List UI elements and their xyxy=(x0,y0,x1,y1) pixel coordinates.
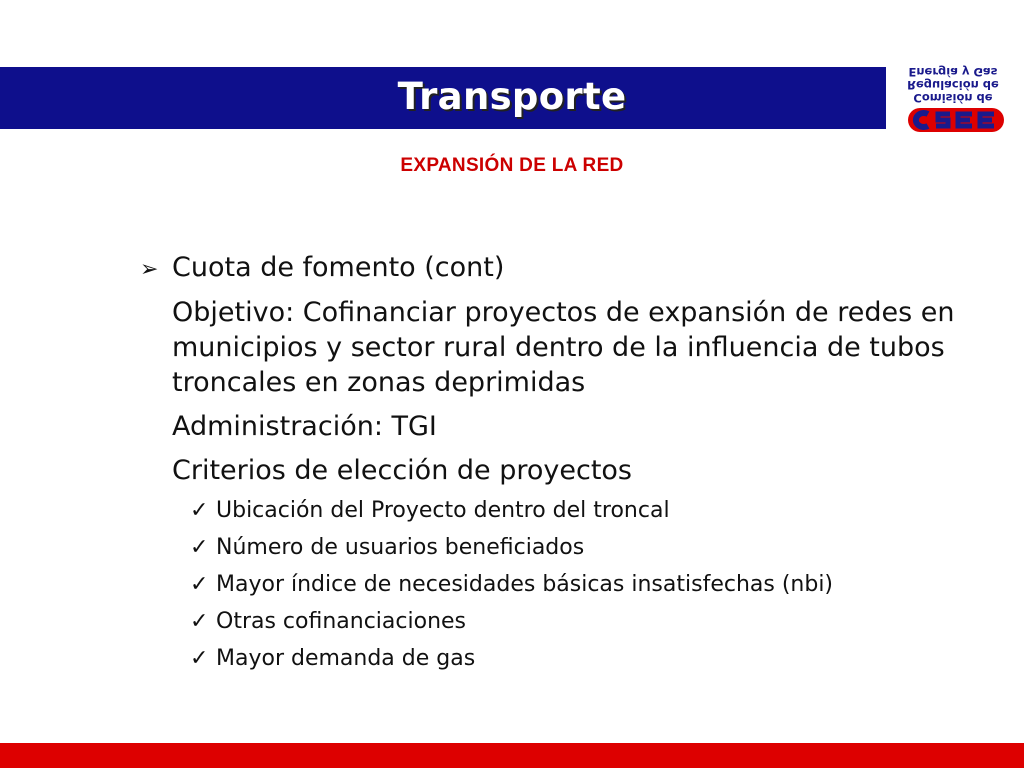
slide-title: Transporte xyxy=(397,75,627,118)
list-item xyxy=(140,645,990,673)
heading-text: Cuota de fomento (cont) xyxy=(172,252,505,283)
paragraph-administracion: Administración: TGI xyxy=(172,411,437,442)
check-icon: ✓ xyxy=(190,609,209,634)
check-icon: ✓ xyxy=(190,535,209,560)
creg-logo-mark-icon xyxy=(906,102,1006,134)
paragraph-objetivo: Objetivo: Cofinanciar proyectos de expansión de redes en municipios y sector rural dentro de la influencia de tubos troncales en zonas deprimidas xyxy=(172,297,955,398)
criteria-text: Mayor índice de necesidades básicas insatisfechas (nbi) xyxy=(216,572,834,597)
criteria-text: Número de usuarios beneficiados xyxy=(216,535,585,560)
criteria-text: Mayor demanda de gas xyxy=(216,646,476,671)
list-item xyxy=(140,497,990,525)
paragraph-criterios: Criterios de elección de proyectos xyxy=(172,455,632,486)
slide-content xyxy=(140,251,990,682)
criteria-text: Ubicación del Proyecto dentro del troncal xyxy=(216,498,670,523)
criteria-text: Otras cofinanciaciones xyxy=(216,609,467,634)
check-icon: ✓ xyxy=(190,498,209,523)
bullet-heading xyxy=(140,251,990,284)
arrow-bullet-icon: ➢ xyxy=(140,257,159,282)
footer-bar xyxy=(0,743,1024,768)
check-icon: ✓ xyxy=(190,572,209,597)
check-icon: ✓ xyxy=(190,646,209,671)
list-item xyxy=(140,534,990,562)
list-item xyxy=(140,608,990,636)
creg-logo xyxy=(886,62,1024,134)
logo-text: Comisión de Regulación de Energía y Gas xyxy=(907,65,999,105)
list-item xyxy=(140,571,990,599)
section-subtitle: EXPANSIÓN DE LA RED xyxy=(400,155,624,176)
